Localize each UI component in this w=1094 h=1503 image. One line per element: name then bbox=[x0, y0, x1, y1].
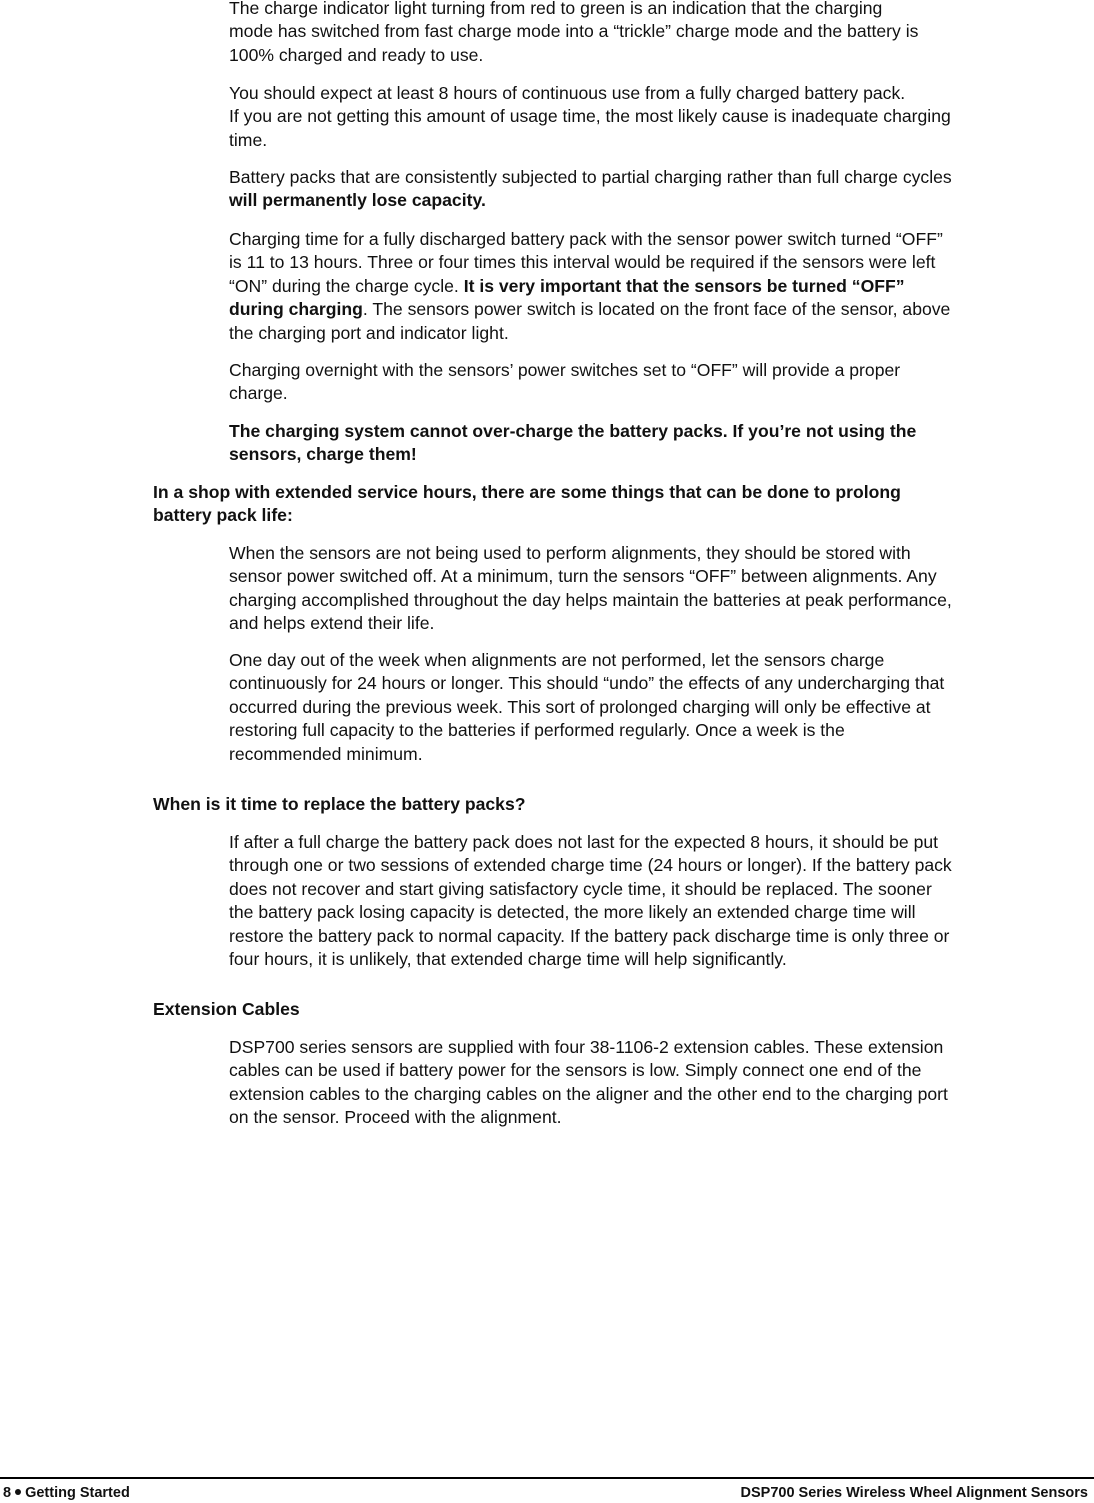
paragraph-partial-charging: Battery packs that are consistently subjected to partial charging rather than full charge cycles will permanently lose capacity. bbox=[229, 167, 952, 211]
bold-warning-off: It is very important that the sensors be turned “OFF” bbox=[463, 275, 905, 296]
paragraph-extension-cables: DSP700 series sensors are supplied with four 38-1106-2 extension cables. These extension cables can be used if battery power for the sensors is low. Simply connect one end of the extension cables to the charging cables on the aligner and the other end to the charging port on the sensor. Proceed with the alignment. bbox=[229, 1037, 948, 1128]
paragraph-expected-usage: You should expect at least 8 hours of continuous use from a fully charged battery pack. If you are not getting this amount of usage time, the most likely cause is inadequate charging time. bbox=[229, 83, 951, 150]
paragraph-storage: When the sensors are not being used to perform alignments, they should be stored with sensor power switched off. At a minimum, turn the sensors “OFF” between alignments. Any charging accomplished throughout the day helps maintain the batteries at peak performance, and helps extend their life. bbox=[229, 543, 952, 634]
heading-extension-cables: Extension Cables bbox=[153, 999, 300, 1019]
bold-during-charging: during charging bbox=[229, 299, 363, 320]
page-number: 8 bbox=[3, 1485, 12, 1501]
footer-document-title: DSP700 Series Wireless Wheel Alignment Sensors bbox=[740, 1485, 1088, 1501]
paragraph-no-overcharge: The charging system cannot over-charge the battery packs. If you’re not using the sensors, charge them! bbox=[229, 421, 917, 465]
paragraph-charge-indicator: The charge indicator light turning from red to green is an indication that the charging mode has switched from fast charge mode into a “trickle” charge mode and the battery is 100% charged and ready to use. bbox=[229, 0, 919, 65]
heading-replace-battery: When is it time to replace the battery packs? bbox=[153, 794, 526, 814]
heading-extended-service: In a shop with extended service hours, there are some things that can be done to prolong battery pack life: bbox=[153, 482, 901, 526]
paragraph-overnight-charging: Charging overnight with the sensors’ power switches set to “OFF” will provide a proper charge. bbox=[229, 360, 901, 404]
footer-divider bbox=[0, 1477, 1094, 1479]
paragraph-weekly-charge: One day out of the week when alignments are not performed, let the sensors charge continuously for 24 hours or longer. This should “undo” the effects of any undercharging that occurred during the previous week. This sort of prolonged charging will only be effective at restoring full capacity to the batteries if performed regularly. Once a week is the recommended minimum. bbox=[229, 650, 945, 764]
paragraph-replace-battery: If after a full charge the battery pack does not last for the expected 8 hours, it should be put through one or two sessions of extended charge time (24 hours or longer). If the battery pack does not recover and start giving satisfactory cycle time, it should be replaced. The sooner the battery pack losing capacity is detected, the more likely an extended charge time will restore the battery pack to normal capacity. If the battery pack discharge time is only three or four hours, it is unlikely, that extended charge time will help significantly. bbox=[229, 832, 952, 970]
bold-warning-capacity: will permanently lose capacity. bbox=[229, 190, 486, 211]
footer-section: Getting Started bbox=[25, 1485, 130, 1501]
bullet-icon bbox=[15, 1489, 21, 1495]
paragraph-charging-time: Charging time for a fully discharged battery pack with the sensor power switch turned “OFF” is 11 to 13 hours. Three or four times this interval would be required if the sensors were left “ON” during the charge cycle. It is very important that the sensors be turned “OFF” during charging. The sensors power switch is located on the front face of the sensor, above the charging port and indicator light. bbox=[229, 229, 951, 343]
footer-page-info bbox=[3, 1484, 130, 1502]
